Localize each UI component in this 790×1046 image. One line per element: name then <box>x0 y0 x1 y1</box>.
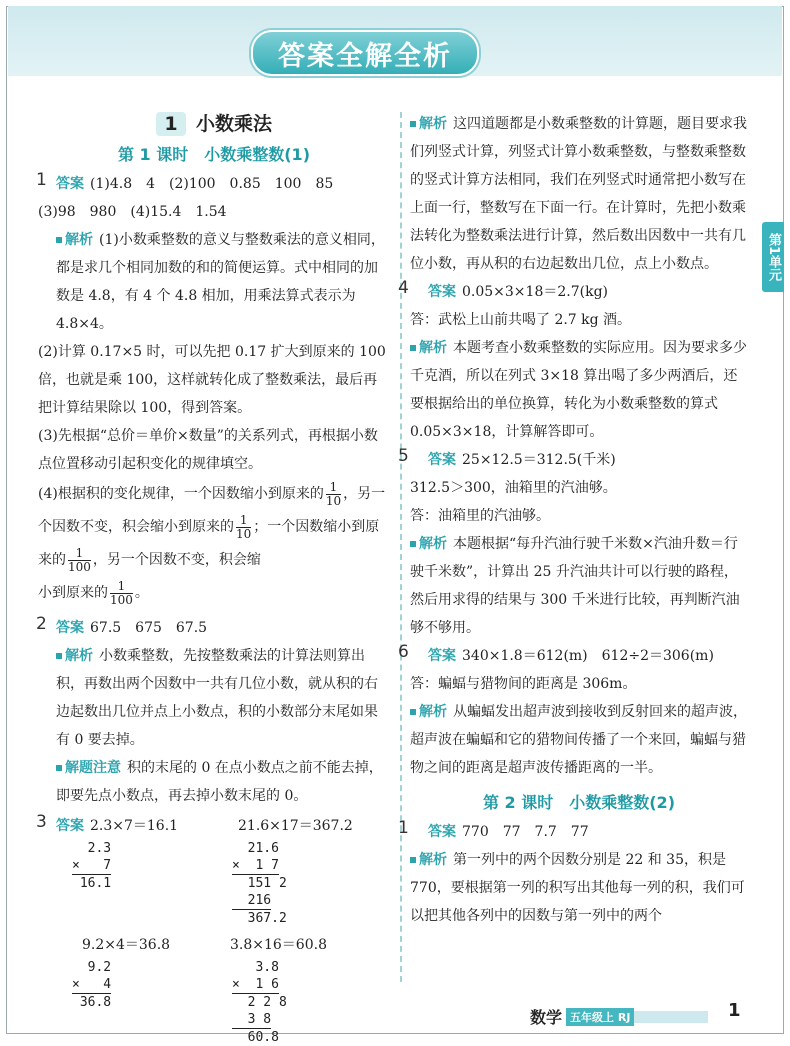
analysis-para <box>410 110 748 278</box>
answer-line <box>38 170 390 198</box>
analysis-para <box>38 642 390 754</box>
reply-line: 答：蝙蝠与猎物间的距离是 306m。 <box>410 676 637 692</box>
left-column <box>38 110 390 1046</box>
fraction: $\frac{1}{10}$ <box>236 512 252 541</box>
analysis-text: 这四道题都是小数乘整数的计算题，题目要求我们列竖式计算，列竖式计算小数乘整数，与整数乘整数的竖式计算方法相同，我们在列竖式时通常把小数写在上面一行，整数写在下面一行。在计算时，先把小数乘法转化为整数乘法进行计算，然后数出因数中一共有几位小数，再从积的右边起数出几位，点上小数点。 <box>410 116 747 272</box>
analysis-label: 解析 <box>56 232 93 248</box>
footer-bar <box>634 1011 708 1023</box>
analysis-para: (2)计算 0.17×5 时，可以先把 0.17 扩大到原来的 100 倍，也就是乘 100，这样就转化成了整数乘法，最后再把计算结果除以 100，得到答案。 <box>38 344 386 416</box>
analysis-label: 解析 <box>410 340 447 356</box>
answer-line <box>410 642 748 670</box>
banner-title: 答案全解全析 <box>251 30 479 76</box>
lesson-title: 第 2 课时 小数乘整数(2) <box>482 793 676 812</box>
chapter-name: 小数乘法 <box>195 113 272 135</box>
fraction: $\frac{1}{100}$ <box>110 578 133 607</box>
answer-line <box>38 812 390 840</box>
analysis-para <box>410 334 748 446</box>
fraction: $\frac{1}{100}$ <box>68 545 91 574</box>
answer-label: 答案 <box>56 818 84 834</box>
question-number: 6 <box>398 642 409 662</box>
chapter-number: 1 <box>156 112 186 136</box>
analysis-para: (3)先根据“总价＝单价×数量”的关系列式，再根据小数点位置移动引起积变化的规律填空。 <box>38 428 378 472</box>
analysis-para <box>38 226 390 338</box>
page-number: 1 <box>728 1000 741 1021</box>
answer-label: 答案 <box>428 284 456 300</box>
answer-line <box>410 278 748 306</box>
analysis-para <box>410 698 748 782</box>
question-number: 4 <box>398 278 409 298</box>
footer-grade: 五年级上 RJ <box>566 1008 634 1026</box>
analysis-label: 解析 <box>410 536 447 552</box>
question-5 <box>398 446 748 642</box>
reply-line: 答：油箱里的汽油够。 <box>410 508 550 524</box>
equation: 3.8×16＝60.8 <box>230 937 327 953</box>
analysis-para: (4)根据积的变化规律，一个因数缩小到原来的 $\frac{1}{10}$ ，另一个因数不变，积会缩小到原来的 $\frac{1}{10}$ ；一个因数缩小到原来的 $\frac{1}{100}$ ，另一个因数不变，积会缩 小到原来的 $\frac{1}{100}$ 。 <box>38 479 386 607</box>
vertical-calc: 3.8 × 1 6 2 2 8 3 8 60.8 <box>232 960 287 1045</box>
analysis-text: 从蝙蝠发出超声波到接收到反射回来的超声波，超声波在蝙蝠和它的猎物间传播了一个来回，蝙蝠与猎物之间的距离是超声波传播距离的一半。 <box>410 704 747 776</box>
analysis-text: 本题考查小数乘整数的实际应用。因为要求多少千克酒，所以在列式 3×18 算出喝了多少两酒后，还要根据给出的单位换算，转化为小数乘整数的算式 0.05×3×18，计算解答即可。 <box>410 340 747 440</box>
analysis-label: 解析 <box>56 648 93 664</box>
answer-line <box>38 614 390 642</box>
footer-subject: 数学 <box>530 1008 563 1027</box>
question-number: 5 <box>398 446 409 466</box>
answer-line: (3)98 980 (4)15.4 1.54 <box>38 204 227 220</box>
vertical-calc-row <box>38 959 390 1046</box>
question-number: 1 <box>398 818 409 838</box>
answer-text: 0.05×3×18＝2.7(kg) <box>462 284 608 300</box>
right-column <box>398 110 748 930</box>
answer-label: 答案 <box>56 176 84 192</box>
fraction: $\frac{1}{10}$ <box>325 479 342 508</box>
analysis-text: 小数乘整数，先按整数乘法的计算法则算出积，再数出两个因数中一共有几位小数，就从积的右边起数出几位并点上小数点，积的小数部分末尾如果有 0 要去掉。 <box>56 648 378 748</box>
analysis-text: 第一列中的两个因数分别是 22 和 35，积是 770，要根据第一列的积写出其他每一列的积，我们可以把其他各列中的因数与第一列中的两个 <box>410 852 745 924</box>
equation: 9.2×4＝36.8 <box>82 937 171 953</box>
note-label: 解题注意 <box>56 760 121 776</box>
answer-text: 340×1.8＝612(m) 612÷2＝306(m) <box>462 648 714 664</box>
page-footer <box>530 1005 708 1027</box>
analysis-para <box>410 846 748 930</box>
question-6 <box>398 642 748 782</box>
question-3 <box>38 812 390 1046</box>
answer-text: 67.5 675 67.5 <box>90 620 208 636</box>
analysis-label: 解析 <box>410 116 447 132</box>
answer-line <box>410 818 748 846</box>
column-divider <box>400 112 402 982</box>
answer-line <box>410 446 748 474</box>
question-number: 2 <box>36 614 47 634</box>
vertical-calc-row <box>38 840 390 927</box>
answer-line <box>38 931 390 959</box>
vertical-calc: 9.2 × 4 36.8 <box>72 960 112 1010</box>
analysis-label: 解析 <box>410 852 447 868</box>
lesson-title: 第 1 课时 小数乘整数(1) <box>117 145 311 164</box>
note-para <box>38 754 390 810</box>
question-4 <box>398 278 748 446</box>
lesson2-question-1 <box>398 818 748 930</box>
question-2 <box>38 614 390 810</box>
answer-label: 答案 <box>428 452 456 468</box>
analysis-text: (1)小数乘整数的意义与整数乘法的意义相同，都是求几个相同加数的和的简便运算。式中相同的加数是 4.8，有 4 个 4.8 相加，用乘法算式表示为 4.8×4。 <box>56 232 385 332</box>
vertical-calc: 2.3 × 7 16.1 <box>72 841 112 891</box>
equation: 21.6×17＝367.2 <box>238 818 353 834</box>
analysis-para <box>410 530 748 642</box>
answer-text: 770 77 7.7 77 <box>462 824 589 840</box>
question-number: 1 <box>36 170 47 190</box>
analysis-text: 本题根据“每升汽油行驶千米数×汽油升数＝行驶千米数”，计算出 25 升汽油共计可以行驶的路程，然后用求得的结果与 300 千米进行比较，再判断汽油够不够用。 <box>410 536 740 636</box>
reply-line: 答：武松上山前共喝了 2.7 kg 酒。 <box>410 312 632 328</box>
vertical-calc: 21.6 × 1 7 151 2 216 367.2 <box>232 841 287 926</box>
chapter-title <box>38 110 390 138</box>
equation: 2.3×7＝16.1 <box>90 818 179 834</box>
answer-label: 答案 <box>428 648 456 664</box>
unit-side-tab: 第1单元 <box>762 222 784 292</box>
answer-text: (1)4.8 4 (2)100 0.85 100 85 <box>90 176 334 192</box>
answer-label: 答案 <box>56 620 84 636</box>
analysis-label: 解析 <box>410 704 447 720</box>
answer-text: 25×12.5＝312.5(千米) <box>462 452 616 468</box>
note-text: 积的末尾的 0 在点小数点之前不能去掉，即要先点小数点，再去掉小数末尾的 0。 <box>56 760 383 804</box>
question-number: 3 <box>36 812 47 832</box>
question-1 <box>38 170 390 610</box>
compare-line: 312.5＞300，油箱里的汽油够。 <box>410 480 617 496</box>
answer-label: 答案 <box>428 824 456 840</box>
